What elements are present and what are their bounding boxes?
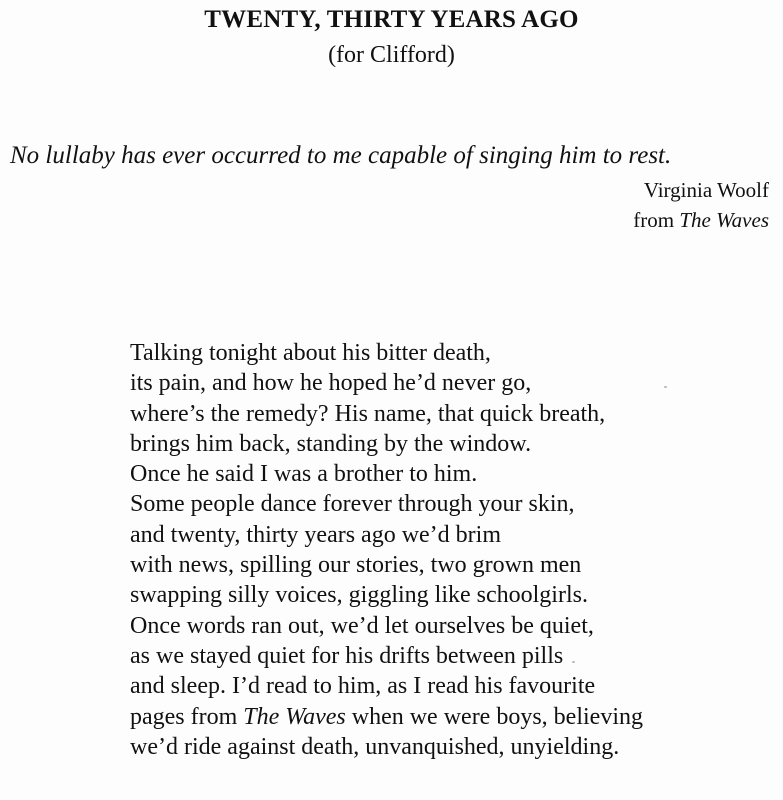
poem-line: Talking tonight about his bitter death, (130, 340, 491, 366)
poem-line: brings him back, standing by the window. (130, 430, 532, 457)
poem-line: Some people dance forever through your skin, (130, 491, 575, 518)
poem-body (130, 338, 643, 762)
scan-speck (664, 386, 667, 388)
poem-line-italic-title: The Waves (243, 703, 346, 730)
poem-line-segment: pages from (130, 703, 244, 730)
poem-line (130, 702, 643, 732)
poem-line-segment: when we were boys, believing (345, 703, 643, 730)
epigraph-source (633, 205, 769, 235)
poem-line: and twenty, thirty years ago we’d brim (130, 521, 502, 548)
epigraph-author: Virginia Woolf (643, 178, 769, 202)
epigraph-quote: No lullaby has ever occurred to me capable of singing him to rest. (10, 142, 672, 169)
poem-line: where’s the remedy? His name, that quick breath, (130, 400, 606, 427)
epigraph-attribution (633, 175, 769, 235)
poem-title: TWENTY, THIRTY YEARS AGO (204, 6, 579, 33)
dedication: (for Clifford) (328, 42, 455, 68)
poem-line: Once words ran out, we’d let ourselves be quiet, (130, 612, 594, 639)
epigraph-source-prefix: from (633, 208, 675, 232)
scan-speck (572, 661, 575, 663)
epigraph-source-title: The Waves (679, 208, 769, 232)
poem-line: with news, spilling our stories, two grown men (130, 552, 582, 579)
poem-line: Once he said I was a brother to him. (130, 461, 478, 488)
epigraph (10, 142, 773, 232)
poem-line: and sleep. I’d read to him, as I read his favourite (130, 673, 596, 700)
poem-line: as we stayed quiet for his drifts between pills (130, 642, 564, 669)
poem-line: swapping silly voices, giggling like schoolgirls. (130, 582, 588, 609)
poem-line: its pain, and how he hoped he’d never go, (130, 370, 532, 397)
poem-line: we’d ride against death, unvanquished, unyielding. (130, 733, 620, 760)
